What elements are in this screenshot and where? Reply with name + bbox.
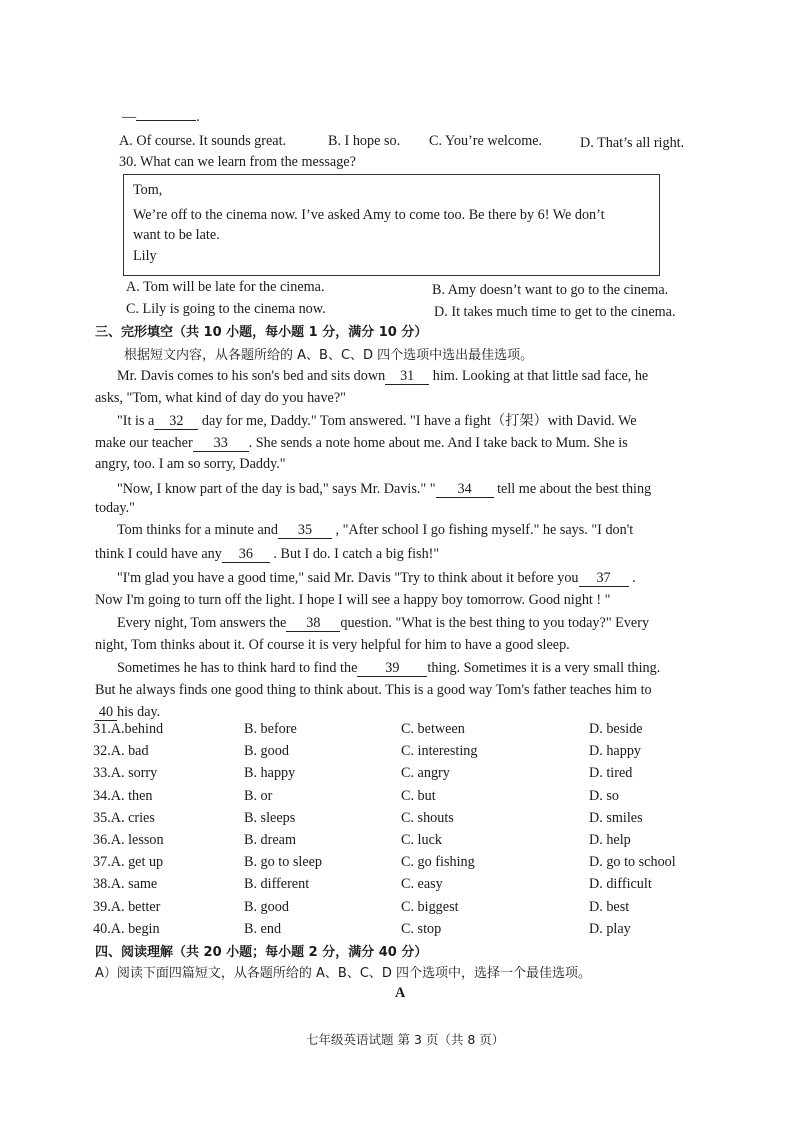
option-item: D. go to school <box>589 854 676 871</box>
passage-line <box>95 434 628 452</box>
option-item: 38.A. same <box>93 876 158 893</box>
passage-line <box>117 480 651 498</box>
passage-line <box>117 367 648 385</box>
option-item: C. interesting <box>401 743 478 760</box>
option-item: C. easy <box>401 876 443 893</box>
section-heading: 三、完形填空（共 10 小题，每小题 1 分，满分 10 分） <box>95 325 428 340</box>
message-box <box>123 174 660 276</box>
cloze-blank-35: 35 <box>278 523 332 539</box>
cloze-blank-38: 38 <box>286 616 340 632</box>
cloze-blank-37: 37 <box>579 571 629 587</box>
option-item: B. happy <box>244 765 296 782</box>
note-greeting: Tom, <box>133 182 163 198</box>
passage-line <box>95 389 346 407</box>
passage-line <box>117 659 660 677</box>
note-signature: Lily <box>133 248 157 264</box>
passage-text: . But I do. I catch a big fish!" <box>269 546 440 562</box>
passage-text: thing. Sometimes it is a very small thing. <box>427 660 661 676</box>
passage-line <box>117 412 637 430</box>
passage-text: angry, too. I am so sorry, Daddy." <box>95 456 286 472</box>
passage-text: Every night, Tom answers the <box>117 615 287 631</box>
option-item: B. or <box>244 787 273 804</box>
q29-option-a: A. Of course. It sounds great. <box>119 133 287 149</box>
cloze-blank-34: 34 <box>436 482 494 498</box>
passage-line <box>95 499 135 517</box>
passage-text: question. "What is the best thing to you today?" Every <box>340 615 650 631</box>
option-item: C. angry <box>401 765 450 782</box>
passage-line <box>95 636 570 654</box>
passage-text: night, Tom thinks about it. Of course it is very helpful for him to have a good sleep. <box>95 637 570 653</box>
q29-option-c: C. You’re welcome. <box>429 133 543 149</box>
cloze-blank-31: 31 <box>385 369 429 385</box>
option-item: C. go fishing <box>401 854 475 871</box>
passage-text: . She sends a note home about me. And I take back to Mum. She is <box>248 435 628 451</box>
option-item: B. different <box>244 876 310 893</box>
option-item: C. but <box>401 787 436 804</box>
option-item: D. beside <box>589 721 643 737</box>
option-item: 35.A. cries <box>93 809 155 826</box>
dash: — <box>122 109 137 125</box>
option-item: C. between <box>401 721 465 737</box>
option-item: C. luck <box>401 832 442 848</box>
option-item: D. so <box>589 787 619 804</box>
passage-text: . <box>628 570 636 586</box>
q30-option-a: A. Tom will be late for the cinema. <box>126 279 325 295</box>
option-item: B. good <box>244 743 289 760</box>
passage-text: day for me, Daddy." Tom answered. "I have a fight（打架）with David. We <box>198 413 637 429</box>
passage-line <box>117 521 633 539</box>
passage-line <box>95 681 652 699</box>
option-item: 36.A. lesson <box>93 832 164 848</box>
option-item: 39.A. better <box>93 898 161 915</box>
option-item: D. happy <box>589 743 642 760</box>
note-line: want to be late. <box>133 227 220 243</box>
cloze-blank-36: 36 <box>222 547 270 563</box>
option-item: B. good <box>244 898 289 915</box>
option-item: D. best <box>589 898 630 915</box>
q29-option-b: B. I hope so. <box>328 133 401 149</box>
passage-text: "It is a <box>117 413 155 429</box>
option-item: 32.A. bad <box>93 743 149 760</box>
cloze-blank-32: 32 <box>154 414 198 430</box>
option-item: 31.A.behind <box>93 721 164 737</box>
cloze-blank-33: 33 <box>193 436 249 452</box>
passage-line <box>95 591 610 609</box>
passage-text: Tom thinks for a minute and <box>117 522 278 538</box>
passage-text: think I could have any <box>95 546 222 562</box>
passage-text: his day. <box>117 704 161 720</box>
passage-text: "I'm glad you have a good time," said Mr. Davis "Try to think about it before you <box>117 570 579 586</box>
option-item: D. play <box>589 920 631 937</box>
cloze-blank-40: 40 <box>95 705 117 721</box>
passage-text: , "After school I go fishing myself." he says. "I don't <box>331 522 634 538</box>
passage-line <box>117 569 636 587</box>
section-instruction: 根据短文内容，从各题所给的 A、B、C、D 四个选项中选出最佳选项。 <box>124 348 534 363</box>
q29-option-d: D. That’s all right. <box>580 135 685 151</box>
passage-text: Sometimes he has to think hard to find the <box>117 660 358 676</box>
section-instruction: A）阅读下面四篇短文，从各题所给的 A、B、C、D 四个选项中，选择一个最佳选项。 <box>95 966 592 981</box>
option-item: C. shouts <box>401 809 454 826</box>
option-item: B. before <box>244 721 297 737</box>
passage-label: A <box>395 985 406 1001</box>
page-footer: 七年级英语试题 第 3 页（共 8 页） <box>306 1032 505 1047</box>
option-item: B. dream <box>244 832 297 848</box>
option-item: 37.A. get up <box>93 854 164 871</box>
passage-text: But he always finds one good thing to think about. This is a good way Tom's father teaches him to <box>95 682 652 698</box>
passage-text: asks, "Tom, what kind of day do you have?" <box>95 390 346 406</box>
option-item: D. smiles <box>589 809 643 826</box>
passage-text: Mr. Davis comes to his son's bed and sits down <box>117 368 386 384</box>
passage-text: tell me about the best thing <box>493 481 652 497</box>
passage-line <box>95 545 439 563</box>
q30-stem: 30. What can we learn from the message? <box>119 154 356 170</box>
q30-option-d: D. It takes much time to get to the cinema. <box>434 304 676 320</box>
option-item: D. difficult <box>589 876 652 893</box>
option-item: D. help <box>589 832 631 848</box>
option-item: C. biggest <box>401 898 459 915</box>
option-item: B. end <box>244 920 282 937</box>
note-line: We’re off to the cinema now. I’ve asked Amy to come too. Be there by 6! We don’t <box>133 207 605 223</box>
passage-text: Now I'm going to turn off the light. I hope I will see a happy boy tomorrow. Good night ! " <box>95 592 611 608</box>
cloze-blank-39: 39 <box>357 661 427 677</box>
q30-option-c: C. Lily is going to the cinema now. <box>126 301 326 317</box>
passage-text: him. Looking at that little sad face, he <box>429 368 649 384</box>
option-item: C. stop <box>401 920 442 937</box>
option-item: 33.A. sorry <box>93 765 158 782</box>
passage-text: "Now, I know part of the day is bad," says Mr. Davis." " <box>117 481 436 497</box>
passage-line <box>95 703 160 721</box>
blank-underline <box>136 120 196 121</box>
option-item: 40.A. begin <box>93 920 160 937</box>
option-item: 34.A. then <box>93 787 153 804</box>
passage-line <box>117 614 649 632</box>
answer-blank-line: — . <box>122 109 200 125</box>
option-item: B. go to sleep <box>244 854 323 871</box>
passage-text: today." <box>95 500 135 516</box>
passage-line <box>95 455 286 473</box>
passage-text: make our teacher <box>95 435 193 451</box>
section-heading: 四、阅读理解（共 20 小题；每小题 2 分，满分 40 分） <box>95 945 428 960</box>
option-item: D. tired <box>589 765 633 782</box>
q30-option-b: B. Amy doesn’t want to go to the cinema. <box>432 282 669 298</box>
option-item: B. sleeps <box>244 809 296 826</box>
